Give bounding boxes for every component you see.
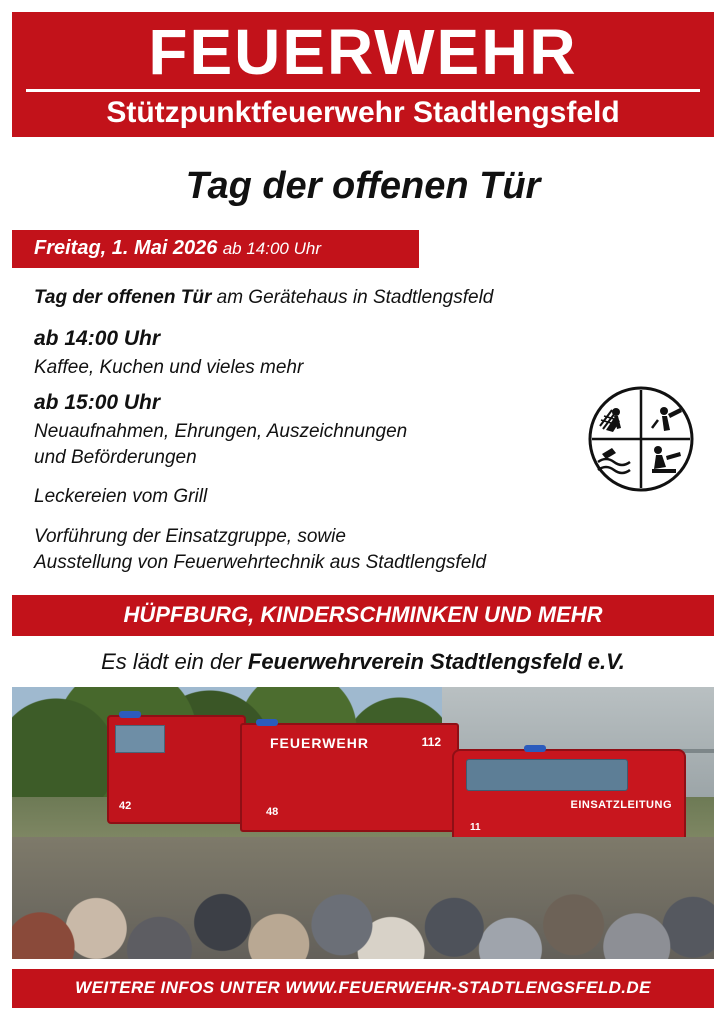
schedule-text-2a: Neuaufnahmen, Ehrungen, Auszeichnungen [34, 420, 408, 442]
invite-line [12, 636, 714, 687]
brand-subtitle: Stützpunktfeuerwehr Stadtlengsfeld [106, 96, 620, 130]
lead-text-rest: am Gerätehaus in Stadtlengsfeld [211, 286, 494, 308]
schedule-text-4a: Vorführung der Einsatzgruppe, sowie [34, 526, 346, 548]
schedule-text-2b: und Beförderungen [34, 446, 197, 468]
highlight-bar: HÜPFBURG, KINDERSCHMINKEN UND MEHR [12, 595, 714, 636]
blue-light-icon [119, 711, 141, 718]
schedule-heading-2: ab 15:00 Uhr [34, 390, 161, 414]
invite-prefix: Es lädt ein der [101, 648, 248, 674]
van-label: EINSATZLEITUNG [570, 798, 672, 811]
schedule-text-1: Kaffee, Kuchen und vieles mehr [34, 356, 304, 378]
blue-light-icon [524, 745, 546, 752]
blue-light-icon [256, 719, 278, 726]
header-divider [26, 89, 700, 92]
photo-crowd [12, 837, 714, 959]
event-photo [12, 687, 714, 959]
invite-organisation: Feuerwehrverein Stadtlengsfeld e.V. [247, 648, 625, 674]
fire-truck-2-number: 48 [266, 805, 279, 818]
date-bar [12, 230, 419, 268]
lead-text-bold: Tag der offenen Tür [34, 286, 212, 308]
fire-brigade-emblem-icon [586, 384, 696, 494]
schedule-heading-1: ab 14:00 Uhr [34, 326, 161, 350]
command-van [452, 749, 686, 845]
event-date: Freitag, 1. Mai 2026 [34, 236, 218, 259]
fire-truck-2 [240, 723, 459, 832]
event-title: Tag der offenen Tür [185, 164, 541, 207]
event-time: ab 14:00 Uhr [222, 238, 321, 258]
schedule-text-3: Leckereien vom Grill [34, 486, 208, 508]
fire-truck-1-number: 42 [119, 799, 132, 812]
poster-body [12, 286, 714, 575]
fire-truck-1 [107, 715, 246, 824]
schedule-text-4b: Ausstellung von Feuerwehrtechnik aus Stadtlengsfeld [34, 551, 487, 573]
fire-truck-2-label: FEUERWEHR [270, 734, 369, 751]
footer-info: WEITERE INFOS UNTER WWW.FEUERWEHR-STADTLENGSFELD.DE [12, 969, 714, 1008]
brand-title: FEUERWEHR [148, 16, 578, 88]
van-window [466, 759, 628, 791]
van-number: 11 [470, 821, 481, 833]
fire-truck-2-emergency-number: 112 [421, 734, 441, 749]
lead-text [34, 286, 692, 310]
poster-header [12, 12, 714, 137]
